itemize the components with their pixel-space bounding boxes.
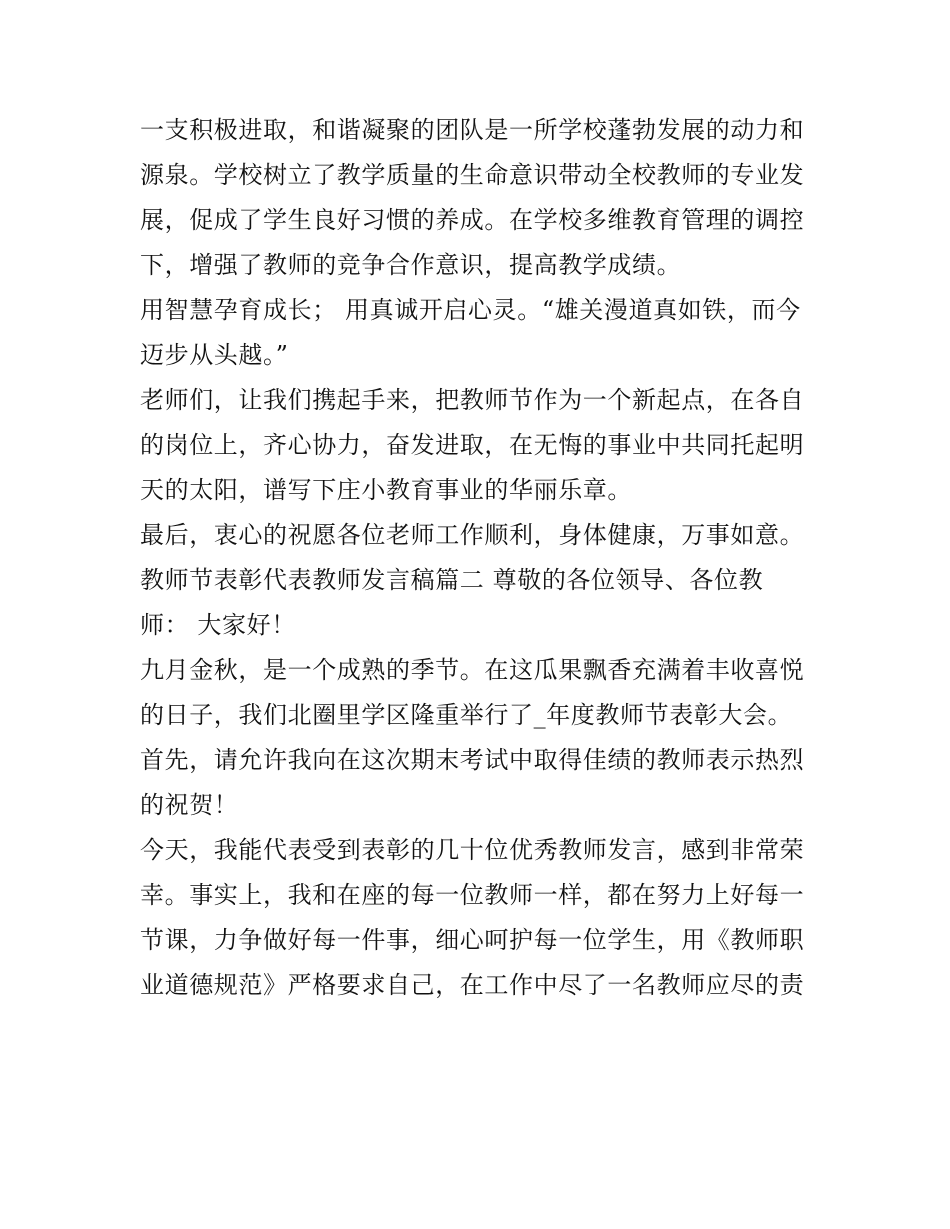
text-line: 展，促成了学生良好习惯的养成。在学校多维教育管理的调控	[140, 206, 805, 234]
text-line: 用智慧孕育成长； 用真诚开启心灵。“雄关漫道真如铁，而今	[140, 296, 801, 324]
text-line: 首先，请允许我向在这次期末考试中取得佳绩的教师表示热烈	[140, 746, 805, 774]
text-line: 下，增强了教师的竞争合作意识，提高教学成绩。	[140, 251, 682, 279]
text-line: 幸。事实上，我和在座的每一位教师一样，都在努力上好每一	[140, 881, 805, 909]
text-line: 业道德规范》严格要求自己，在工作中尽了一名教师应尽的责	[140, 971, 805, 999]
text-line: 教师节表彰代表教师发言稿篇二 尊敬的各位领导、各位教	[140, 566, 764, 594]
body-text	[140, 108, 820, 1008]
text-line: 老师们，让我们携起手来，把教师节作为一个新起点，在各自	[140, 386, 805, 414]
text-line: 迈步从头越。”	[140, 341, 289, 369]
text-line: 师： 大家好！	[140, 611, 296, 639]
text-line: 节课，力争做好每一件事，细心呵护每一位学生，用《教师职	[140, 926, 805, 954]
text-line: 的祝贺！	[140, 791, 239, 819]
text-line: 源泉。学校树立了教学质量的生命意识带动全校教师的专业发	[140, 161, 805, 189]
text-line: 的岗位上，齐心协力，奋发进取，在无悔的事业中共同托起明	[140, 431, 805, 459]
text-line: 一支积极进取，和谐凝聚的团队是一所学校蓬勃发展的动力和	[140, 116, 805, 144]
text-line: 九月金秋，是一个成熟的季节。在这瓜果飘香充满着丰收喜悦	[140, 656, 805, 684]
text-line: 天的太阳，谱写下庄小教育事业的华丽乐章。	[140, 476, 632, 504]
text-line: 今天，我能代表受到表彰的几十位优秀教师发言，感到非常荣	[140, 836, 805, 864]
text-line: 的日子，我们北圈里学区隆重举行了_年度教师节表彰大会。	[140, 701, 793, 729]
text-line: 最后，衷心的祝愿各位老师工作顺利，身体健康，万事如意。	[140, 521, 805, 549]
